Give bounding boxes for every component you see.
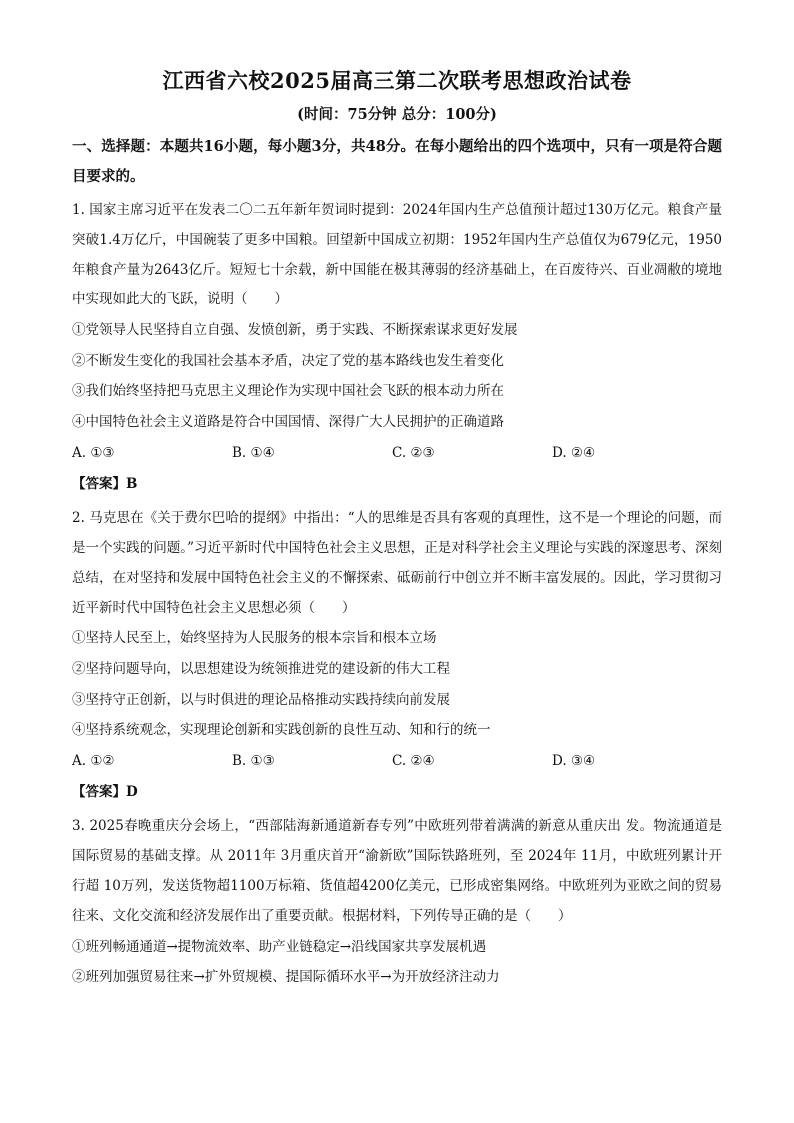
section-heading: 一、选择题：本题共16小题，每小题3分，共48分。在每小题给出的四个选项中，只有一项是符合题目要求的。 xyxy=(72,138,722,185)
answer-choices xyxy=(72,438,722,469)
statement-option: ③我们始终坚持把马克思主义理论作为实现中国社会飞跃的根本动力所在 xyxy=(72,383,504,400)
answer-key: 【答案】B xyxy=(72,476,138,493)
statement-option: ②坚持问题导向，以思想建设为统领推进党的建设新的伟大工程 xyxy=(72,660,450,677)
answer-key: 【答案】D xyxy=(72,784,138,801)
statement-option: ④中国特色社会主义道路是符合中国国情、深得广大人民拥护的正确道路 xyxy=(72,413,504,430)
choice-d: D. ③④ xyxy=(552,752,596,769)
choice-c: C. ②④ xyxy=(392,752,435,769)
statement-option: ①班列畅通通道→提物流效率、助产业链稳定→沿线国家共享发展机遇 xyxy=(72,938,487,955)
statement-option: ①坚持人民至上，始终坚持为人民服务的根本宗旨和根本立场 xyxy=(72,630,437,647)
question-stem: 1. 国家主席习近平在发表二〇二五年新年贺词时提到：2024年国内生产总值预计超过130万亿元。粮食产量突破1.4万亿斤，中国碗装了更多中国粮。回望新中国成立初期：1952年国内生产总值仅为679亿元，1950年粮食产量为2643亿斤。短短七十余载，新中国能在极其薄弱的经济基础上，在百废待兴、百业凋敝的境地中实现如此大的飞跃，说明（ ） xyxy=(72,202,722,308)
statement-option: ②不断发生变化的我国社会基本矛盾，决定了党的基本路线也发生着变化 xyxy=(72,352,504,369)
exam-time-score: (时间：75分钟 总分：100分) xyxy=(297,106,497,123)
choice-a: A. ①② xyxy=(72,752,115,769)
question-2 xyxy=(72,504,722,808)
choice-b: B. ①③ xyxy=(232,752,275,769)
question-3 xyxy=(72,812,722,992)
choice-c: C. ②③ xyxy=(392,444,435,461)
statement-option: ②班列加强贸易往来→扩外贸规模、提国际循环水平→为开放经济注动力 xyxy=(72,969,500,986)
statement-option: ③坚持守正创新，以与时俱进的理论品格推动实践持续向前发展 xyxy=(72,691,450,708)
statement-option: ④坚持系统观念，实现理论创新和实践创新的良性互动、知和行的统一 xyxy=(72,722,491,739)
statement-option: ①党领导人民坚持自立自强、发愤创新，勇于实践、不断探索谋求更好发展 xyxy=(72,322,518,339)
question-1 xyxy=(72,196,722,500)
question-stem: 3. 2025春晚重庆分会场上，“西部陆海新通道新春专列”中欧班列带着满满的新意从重庆出 发。物流通道是国际贸易的基础支撑。从 2011年 3月重庆首开“渝新欧”国际铁路班列，至 2024年 11月，中欧班列累计开行超 10万列，发送货物超1100万标箱、货值超4200亿美元，已形成密集网络。中欧班列为亚欧之间的贸易往来、文化交流和经济发展作出了重要贡献。根据材料，下列传导正确的是（ ） xyxy=(72,818,722,924)
exam-title: 江西省六校2025届高三第二次联考思想政治试卷 xyxy=(162,68,632,93)
choice-d: D. ②④ xyxy=(552,444,596,461)
question-stem: 2. 马克思在《关于费尔巴哈的提纲》中指出：“人的思维是否具有客观的真理性，这不是一个理论的问题，而是一个实践的问题。”习近平新时代中国特色社会主义思想，正是对科学社会主义理论与实践的深邃思考、深刻总结，在对坚持和发展中国特色社会主义的不懈探索、砥砺前行中创立并不断丰富发展的。因此，学习贯彻习近平新时代中国特色社会主义思想必须（ ） xyxy=(72,510,722,616)
choice-a: A. ①③ xyxy=(72,444,115,461)
answer-choices xyxy=(72,746,722,777)
choice-b: B. ①④ xyxy=(232,444,275,461)
